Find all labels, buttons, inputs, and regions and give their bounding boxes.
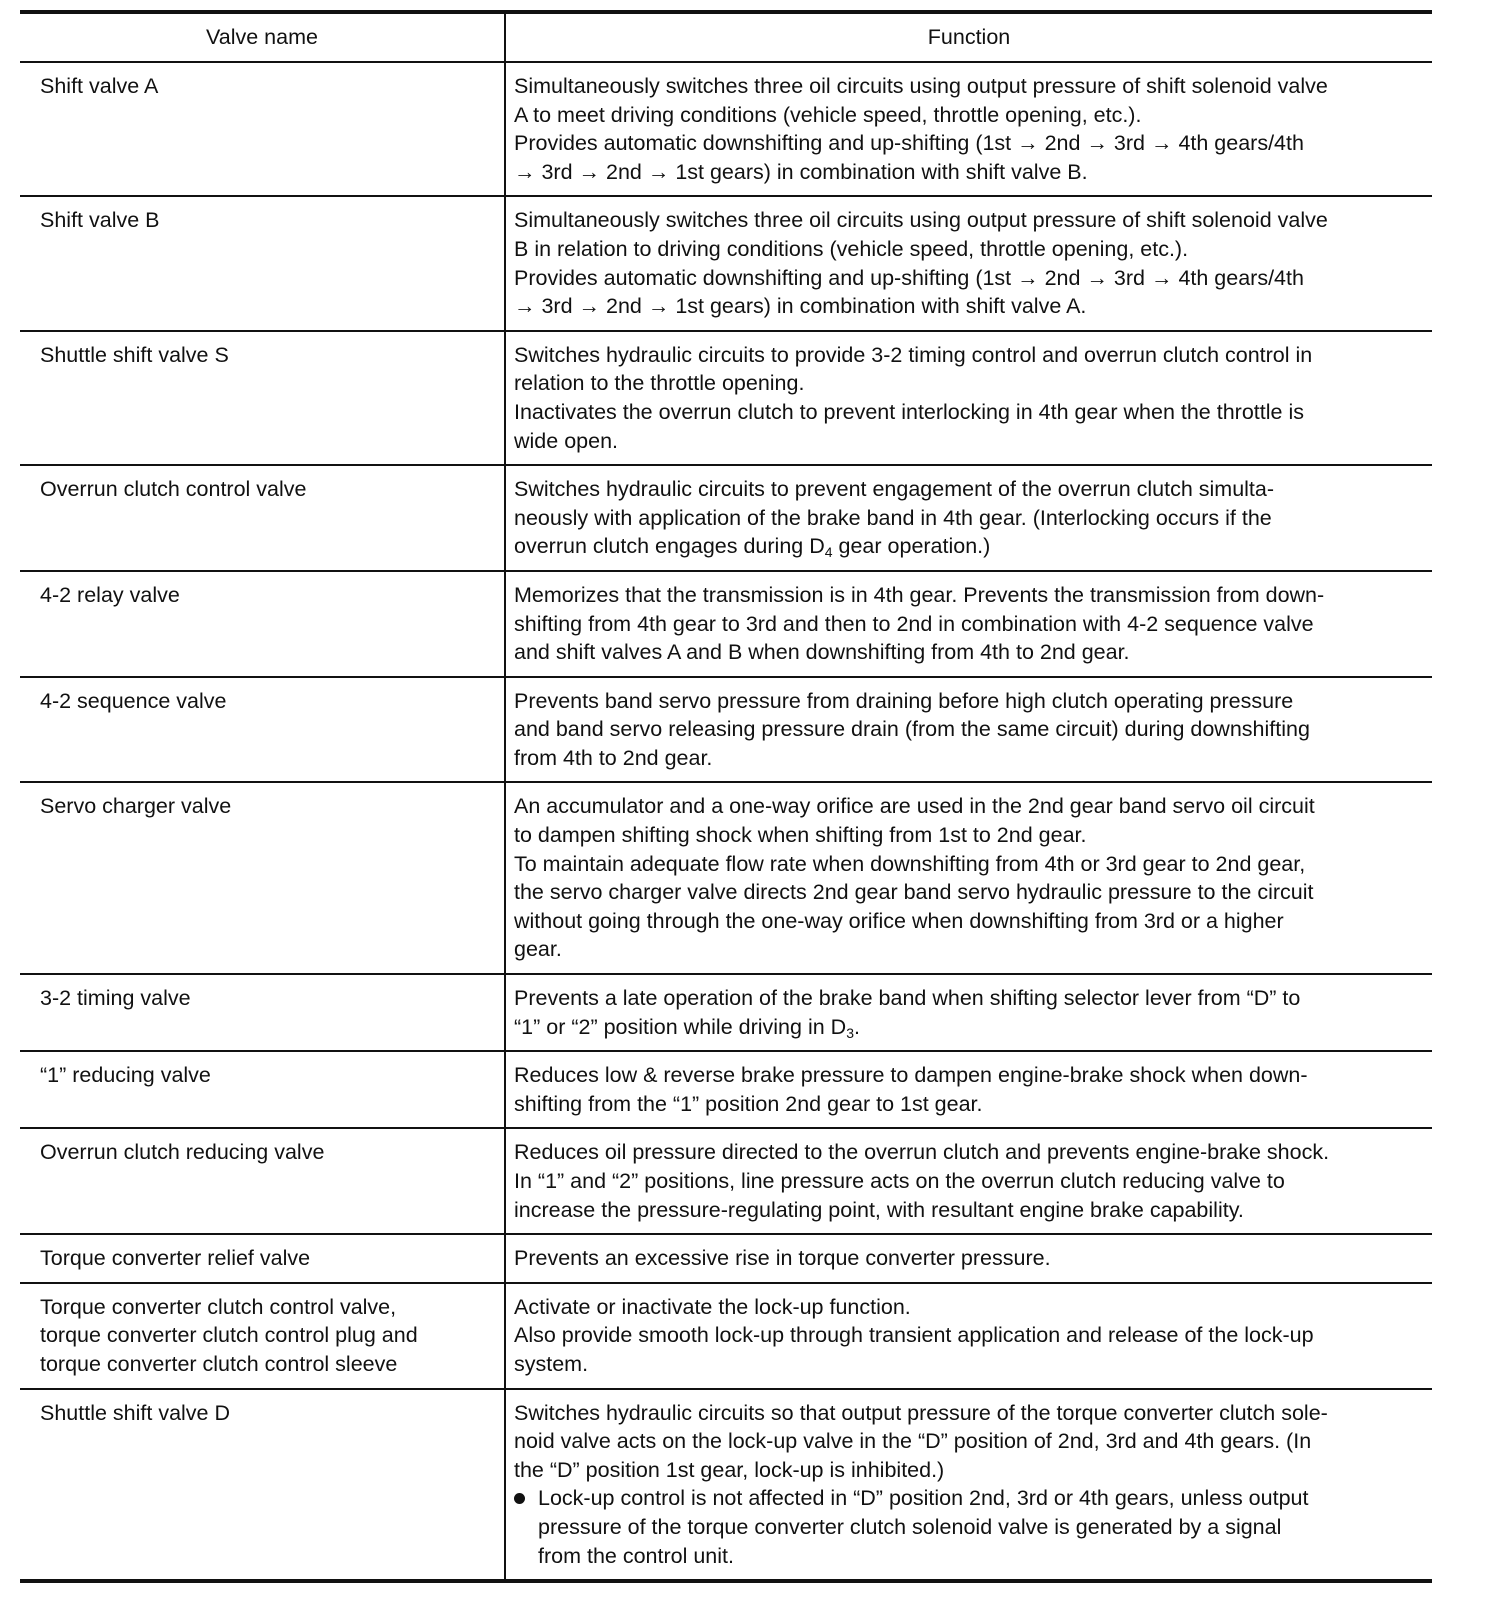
valve-name-cell bbox=[20, 1051, 505, 1128]
function-text: wide open. bbox=[514, 428, 618, 453]
function-text-with-subscript bbox=[514, 532, 1424, 561]
table-row bbox=[20, 62, 1432, 196]
valve-name-cell bbox=[20, 974, 505, 1051]
bullet-text: pressure of the torque converter clutch solenoid valve is generated by a signal bbox=[538, 1514, 1282, 1539]
function-text: Switches hydraulic circuits so that output pressure of the torque converter clutch sole- bbox=[514, 1400, 1328, 1425]
function-text: Prevents an excessive rise in torque converter pressure. bbox=[514, 1246, 1051, 1271]
valve-name-text: Overrun clutch reducing valve bbox=[40, 1140, 325, 1165]
function-text: To maintain adequate flow rate when downshifting from 4th or 3rd gear to 2nd gear, bbox=[514, 851, 1306, 876]
function-text: and band servo releasing pressure drain (from the same circuit) during downshifting bbox=[514, 717, 1310, 742]
function-text: shifting from the “1” position 2nd gear to 1st gear. bbox=[514, 1091, 983, 1116]
table-row bbox=[20, 331, 1432, 465]
bullet-text: from the control unit. bbox=[538, 1543, 734, 1568]
function-cell bbox=[505, 782, 1432, 974]
function-text: Also provide smooth lock-up through transient application and release of the lock-up bbox=[514, 1323, 1314, 1348]
valve-name-text: Torque converter relief valve bbox=[40, 1246, 311, 1271]
valve-name-text: 4-2 relay valve bbox=[40, 582, 180, 607]
function-text: → 3rd → 2nd → 1st gears) in combination with shift valve A. bbox=[514, 294, 1087, 319]
function-text-part: gear operation.) bbox=[832, 534, 991, 559]
function-text: Provides automatic downshifting and up-shifting (1st → 2nd → 3rd → 4th gears/4th bbox=[514, 265, 1304, 290]
valve-name-cell bbox=[20, 677, 505, 783]
valve-name-cell bbox=[20, 782, 505, 974]
function-cell bbox=[505, 974, 1432, 1051]
function-text: without going through the one-way orifice when downshifting from 3rd or a higher bbox=[514, 908, 1284, 933]
function-text-part: “1” or “2” position while driving in D bbox=[514, 1014, 847, 1039]
function-cell bbox=[505, 62, 1432, 196]
function-text: Simultaneously switches three oil circuits using output pressure of shift solenoid valve bbox=[514, 208, 1328, 233]
table-row bbox=[20, 196, 1432, 330]
function-text: the “D” position 1st gear, lock-up is inhibited.) bbox=[514, 1457, 945, 1482]
function-cell bbox=[505, 465, 1432, 571]
gear-subscript: 4 bbox=[824, 544, 833, 561]
table-row bbox=[20, 1389, 1432, 1582]
table-row bbox=[20, 1283, 1432, 1389]
function-text: Switches hydraulic circuits to provide 3-2 timing control and overrun clutch control in bbox=[514, 342, 1313, 367]
valve-name-text: Shift valve A bbox=[40, 74, 159, 98]
table-body bbox=[20, 62, 1432, 1581]
valve-name-text: Torque converter clutch control valve, bbox=[40, 1294, 397, 1319]
function-text: system. bbox=[514, 1351, 589, 1376]
function-text: Prevents a late operation of the brake band when shifting selector lever from “D” to bbox=[514, 986, 1301, 1011]
table-row bbox=[20, 677, 1432, 783]
function-text: gear. bbox=[514, 937, 562, 962]
function-text: Memorizes that the transmission is in 4th gear. Prevents the transmission from down- bbox=[514, 582, 1325, 607]
function-cell bbox=[505, 1389, 1432, 1582]
valve-name-text: torque converter clutch control sleeve bbox=[40, 1351, 398, 1376]
function-text: A to meet driving conditions (vehicle speed, throttle opening, etc.). bbox=[514, 102, 1142, 127]
table-row bbox=[20, 465, 1432, 571]
valve-name-text: “1” reducing valve bbox=[40, 1063, 211, 1088]
function-text-part: . bbox=[853, 1014, 860, 1039]
function-text: In “1” and “2” positions, line pressure acts on the overrun clutch reducing valve to bbox=[514, 1169, 1285, 1193]
function-text: Reduces oil pressure directed to the overrun clutch and prevents engine-brake shock. bbox=[514, 1140, 1330, 1165]
valve-name-text: Overrun clutch control valve bbox=[40, 477, 307, 502]
bullet-note bbox=[514, 1484, 1424, 1570]
function-text: to dampen shifting shock when shifting from 1st to 2nd gear. bbox=[514, 823, 1087, 848]
function-cell bbox=[505, 1051, 1432, 1128]
function-text: from 4th to 2nd gear. bbox=[514, 745, 713, 770]
valve-name-text: Servo charger valve bbox=[40, 794, 232, 819]
function-text: Reduces low & reverse brake pressure to dampen engine-brake shock when down- bbox=[514, 1063, 1308, 1088]
function-text: Simultaneously switches three oil circuits using output pressure of shift solenoid valve bbox=[514, 74, 1328, 98]
function-text-with-subscript bbox=[514, 1013, 1424, 1042]
gear-subscript: 3 bbox=[846, 1024, 854, 1041]
table-row bbox=[20, 1128, 1432, 1234]
valve-name-cell bbox=[20, 571, 505, 677]
function-cell bbox=[505, 196, 1432, 330]
valve-function-table bbox=[20, 10, 1432, 1583]
function-cell bbox=[505, 1128, 1432, 1234]
table-header-row bbox=[20, 12, 1432, 62]
function-text: → 3rd → 2nd → 1st gears) in combination with shift valve B. bbox=[514, 159, 1088, 184]
function-text: and shift valves A and B when downshifting from 4th to 2nd gear. bbox=[514, 640, 1130, 665]
bullet-dot-icon bbox=[514, 1493, 525, 1504]
valve-name-text: Shuttle shift valve D bbox=[40, 1400, 231, 1425]
column-header-function: Function bbox=[505, 12, 1432, 62]
function-text: An accumulator and a one-way orifice are used in the 2nd gear band servo oil circuit bbox=[514, 794, 1315, 819]
valve-name-cell bbox=[20, 331, 505, 465]
valve-name-text: torque converter clutch control plug and bbox=[40, 1323, 418, 1348]
function-text: Prevents band servo pressure from draining before high clutch operating pressure bbox=[514, 688, 1294, 713]
function-cell bbox=[505, 677, 1432, 783]
function-cell bbox=[505, 331, 1432, 465]
table-row bbox=[20, 974, 1432, 1051]
valve-name-cell bbox=[20, 196, 505, 330]
valve-name-text: 3-2 timing valve bbox=[40, 986, 191, 1011]
valve-name-cell bbox=[20, 62, 505, 196]
function-cell bbox=[505, 571, 1432, 677]
valve-name-text: 4-2 sequence valve bbox=[40, 688, 227, 713]
function-text: B in relation to driving conditions (vehicle speed, throttle opening, etc.). bbox=[514, 236, 1189, 261]
table-row bbox=[20, 1234, 1432, 1283]
function-cell bbox=[505, 1234, 1432, 1283]
function-text-part: overrun clutch engages during D bbox=[514, 534, 825, 559]
valve-name-text: Shift valve B bbox=[40, 208, 160, 233]
valve-name-cell bbox=[20, 1389, 505, 1582]
function-text: noid valve acts on the lock-up valve in the “D” position of 2nd, 3rd and 4th gears. (In bbox=[514, 1429, 1312, 1454]
function-text: Activate or inactivate the lock-up function. bbox=[514, 1294, 911, 1319]
bullet-text: Lock-up control is not affected in “D” position 2nd, 3rd or 4th gears, unless output bbox=[538, 1486, 1309, 1511]
table-row bbox=[20, 1051, 1432, 1128]
valve-name-text: Shuttle shift valve S bbox=[40, 342, 229, 367]
valve-name-cell bbox=[20, 465, 505, 571]
function-text: Provides automatic downshifting and up-shifting (1st → 2nd → 3rd → 4th gears/4th bbox=[514, 131, 1304, 156]
function-text: neously with application of the brake band in 4th gear. (Interlocking occurs if the bbox=[514, 505, 1272, 530]
valve-name-cell bbox=[20, 1234, 505, 1283]
valve-name-cell bbox=[20, 1283, 505, 1389]
column-header-valve-name: Valve name bbox=[20, 12, 505, 62]
function-text: Switches hydraulic circuits to prevent engagement of the overrun clutch simulta- bbox=[514, 477, 1275, 502]
function-cell bbox=[505, 1283, 1432, 1389]
function-text: shifting from 4th gear to 3rd and then to 2nd in combination with 4-2 sequence valve bbox=[514, 611, 1314, 636]
function-text: relation to the throttle opening. bbox=[514, 371, 805, 396]
valve-name-cell bbox=[20, 1128, 505, 1234]
table-row bbox=[20, 782, 1432, 974]
function-text: Inactivates the overrun clutch to prevent interlocking in 4th gear when the throttle is bbox=[514, 399, 1304, 424]
table-row bbox=[20, 571, 1432, 677]
function-text: increase the pressure-regulating point, with resultant engine brake capability. bbox=[514, 1197, 1244, 1222]
function-text: the servo charger valve directs 2nd gear band servo hydraulic pressure to the circuit bbox=[514, 880, 1314, 905]
